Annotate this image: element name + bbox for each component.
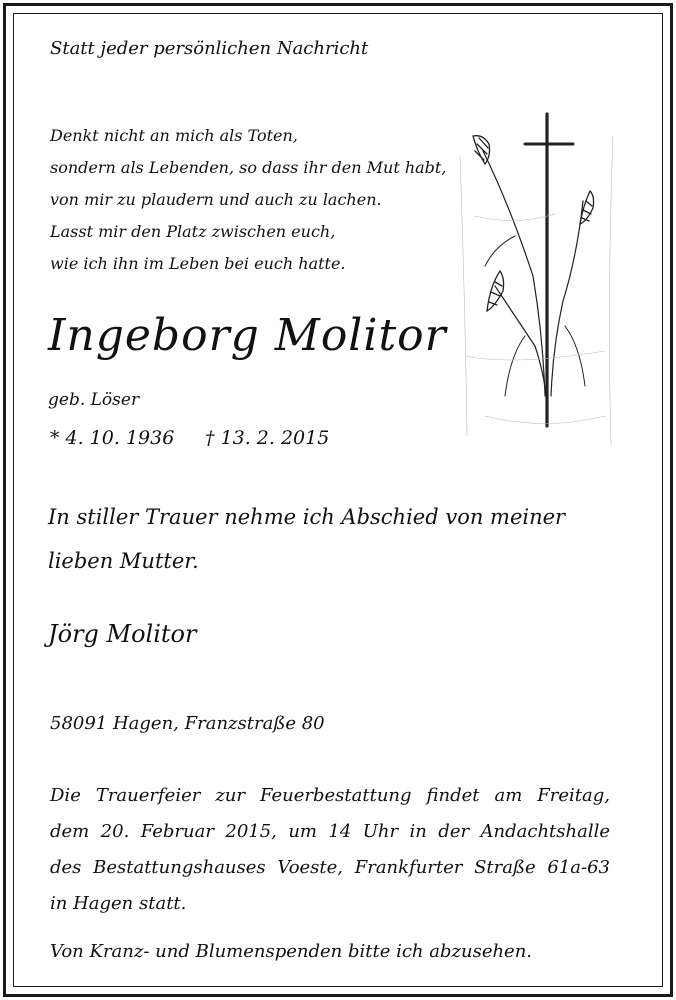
service-line: in Hagen statt. bbox=[50, 893, 187, 914]
poem-line: sondern als Lebenden, so dass ihr den Mut habt, bbox=[50, 158, 447, 177]
deceased-name: Ingeborg Molitor bbox=[48, 310, 447, 361]
mourning-text bbox=[48, 495, 565, 583]
cross-with-wheat-icon bbox=[455, 96, 619, 460]
service-info bbox=[50, 778, 610, 922]
maiden-name: geb. Löser bbox=[48, 390, 140, 410]
mourning-line: In stiller Trauer nehme ich Abschied von meiner bbox=[48, 505, 566, 529]
poem-line: Denkt nicht an mich als Toten, bbox=[50, 126, 298, 145]
poem bbox=[50, 120, 446, 280]
poem-line: wie ich ihn im Leben bei euch hatte. bbox=[50, 254, 346, 273]
address: 58091 Hagen, Franzstraße 80 bbox=[50, 713, 325, 734]
death-date: † 13. 2. 2015 bbox=[205, 427, 330, 449]
mourning-line: lieben Mutter. bbox=[48, 549, 199, 573]
service-line: des Bestattungshauses Voeste, Frankfurter Straße 61a-63 bbox=[50, 857, 610, 878]
poem-line: Lasst mir den Platz zwischen euch, bbox=[50, 222, 336, 241]
notice-header: Statt jeder persönlichen Nachricht bbox=[50, 38, 369, 59]
signer-name: Jörg Molitor bbox=[48, 620, 197, 648]
service-line: Die Trauerfeier zur Feuerbestattung findet am Freitag, bbox=[50, 785, 610, 806]
birth-date: * 4. 10. 1936 bbox=[50, 427, 175, 449]
service-line: dem 20. Februar 2015, um 14 Uhr in der Andachtshalle bbox=[50, 821, 610, 842]
poem-line: von mir zu plaudern und auch zu lachen. bbox=[50, 190, 382, 209]
flowers-note: Von Kranz- und Blumenspenden bitte ich abzusehen. bbox=[50, 941, 533, 962]
